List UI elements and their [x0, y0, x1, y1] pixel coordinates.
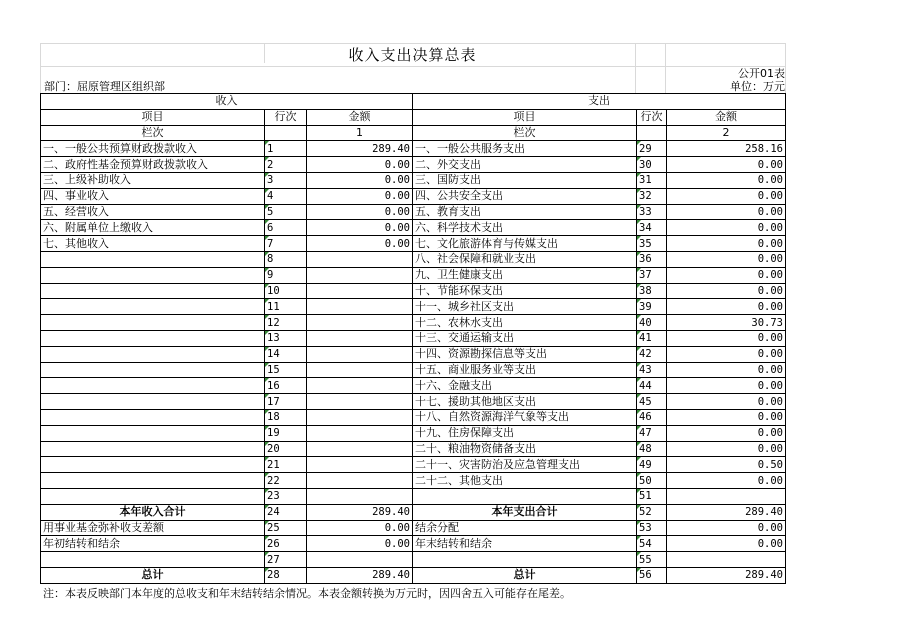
income-item-name: [41, 425, 265, 441]
expense-item-name: 二、外交支出: [413, 157, 637, 173]
income-amount: 289.40: [307, 567, 413, 583]
expense-row-number: 30: [637, 157, 667, 173]
expense-amount: 0.00: [667, 251, 786, 267]
expense-col-number: 2: [667, 125, 786, 141]
income-row-number: 10: [265, 283, 307, 299]
income-row-number: 27: [265, 552, 307, 568]
expense-row-number: 46: [637, 409, 667, 425]
income-amount: [307, 330, 413, 346]
expense-amount: 0.00: [667, 188, 786, 204]
expense-item-name: 九、卫生健康支出: [413, 267, 637, 283]
empty-cell: [265, 125, 307, 141]
expense-amount: 30.73: [667, 315, 786, 331]
expense-item-name: 四、公共安全支出: [413, 188, 637, 204]
expense-row-number: 48: [637, 441, 667, 457]
income-row-number: 13: [265, 330, 307, 346]
income-row-number: 1: [265, 141, 307, 157]
expense-amount: 0.00: [667, 536, 786, 552]
income-item-name: [41, 552, 265, 568]
income-item-name: [41, 409, 265, 425]
income-amount: 0.00: [307, 188, 413, 204]
expense-amount: 258.16: [667, 141, 786, 157]
footnote: 注：本表反映部门本年度的总收支和年末结转结余情况。本表金额转换为万元时，因四舍五入可能存在尾差。: [43, 587, 571, 600]
income-amount: [307, 441, 413, 457]
expense-item-name: 三、国防支出: [413, 172, 637, 188]
income-row-number: 21: [265, 457, 307, 473]
income-amount: [307, 315, 413, 331]
income-item-name: 二、政府性基金预算财政拨款收入: [41, 157, 265, 173]
expense-item-name: 二十、粮油物资储备支出: [413, 441, 637, 457]
income-amount: 0.00: [307, 520, 413, 536]
income-item-header: 项目: [41, 109, 265, 125]
expense-row-number: 41: [637, 330, 667, 346]
income-amount: [307, 488, 413, 504]
table-row: [41, 441, 786, 457]
expense-row-number: 44: [637, 378, 667, 394]
expense-amount: 289.40: [667, 504, 786, 520]
income-item-name: [41, 441, 265, 457]
column-number-row: [41, 125, 786, 141]
expense-amount: 0.50: [667, 457, 786, 473]
income-row-number: 28: [265, 567, 307, 583]
expense-item-name: 六、科学技术支出: [413, 220, 637, 236]
expense-row-number: 52: [637, 504, 667, 520]
income-row-number: 22: [265, 473, 307, 489]
income-amount: [307, 457, 413, 473]
income-row-number: 17: [265, 394, 307, 410]
expense-row-number: 34: [637, 220, 667, 236]
income-row-number: 23: [265, 488, 307, 504]
income-item-name: 本年收入合计: [41, 504, 265, 520]
table-row: [41, 425, 786, 441]
table-row: [41, 473, 786, 489]
income-row-number: 7: [265, 236, 307, 252]
expense-row-number: 37: [637, 267, 667, 283]
expense-amount: [667, 552, 786, 568]
expense-item-name: 七、文化旅游体育与传媒支出: [413, 236, 637, 252]
income-row-number: 12: [265, 315, 307, 331]
expense-row-number: 47: [637, 425, 667, 441]
expense-amount: 0.00: [667, 346, 786, 362]
table-row: [41, 330, 786, 346]
income-row-number: 16: [265, 378, 307, 394]
expense-row-number: 29: [637, 141, 667, 157]
expense-row-number: 45: [637, 394, 667, 410]
income-item-name: [41, 488, 265, 504]
income-amount: 0.00: [307, 172, 413, 188]
expense-item-name: [413, 488, 637, 504]
total-row: [41, 536, 786, 552]
sheet-gridline: [40, 66, 785, 67]
expense-item-header: 项目: [413, 109, 637, 125]
expense-item-name: 十八、自然资源海洋气象等支出: [413, 409, 637, 425]
expense-section-header: 支出: [413, 94, 786, 110]
expense-amount: 0.00: [667, 409, 786, 425]
income-amount: [307, 251, 413, 267]
expense-amount: 0.00: [667, 441, 786, 457]
income-row-no-header: 行次: [265, 109, 307, 125]
table-row: [41, 299, 786, 315]
table-row: [41, 172, 786, 188]
income-item-name: [41, 251, 265, 267]
expense-amount: 0.00: [667, 220, 786, 236]
expense-item-name: 五、教育支出: [413, 204, 637, 220]
table-row: [41, 283, 786, 299]
income-amount: [307, 394, 413, 410]
expense-amount: [667, 488, 786, 504]
income-item-name: [41, 457, 265, 473]
income-item-name: [41, 330, 265, 346]
income-expense-table: [40, 93, 786, 584]
income-row-number: 11: [265, 299, 307, 315]
income-item-name: [41, 362, 265, 378]
income-row-number: 3: [265, 172, 307, 188]
expense-item-name: 一、一般公共服务支出: [413, 141, 637, 157]
income-amount: [307, 409, 413, 425]
income-row-number: 5: [265, 204, 307, 220]
income-amount: 289.40: [307, 504, 413, 520]
income-row-number: 19: [265, 425, 307, 441]
expense-row-number: 38: [637, 283, 667, 299]
expense-amount: 0.00: [667, 236, 786, 252]
income-item-name: [41, 378, 265, 394]
expense-amount: 0.00: [667, 330, 786, 346]
income-row-number: 20: [265, 441, 307, 457]
income-amount: [307, 283, 413, 299]
income-item-name: [41, 267, 265, 283]
column-header-row: [41, 109, 786, 125]
income-row-number: 25: [265, 520, 307, 536]
expense-row-number: 32: [637, 188, 667, 204]
table-row: [41, 188, 786, 204]
table-row: [41, 457, 786, 473]
income-amount: 0.00: [307, 236, 413, 252]
table-row: [41, 157, 786, 173]
expense-amount: 0.00: [667, 425, 786, 441]
table-row: [41, 141, 786, 157]
expense-item-name: 十五、商业服务业等支出: [413, 362, 637, 378]
expense-row-number: 36: [637, 251, 667, 267]
expense-amount: 0.00: [667, 172, 786, 188]
income-row-number: 4: [265, 188, 307, 204]
expense-row-number: 40: [637, 315, 667, 331]
form-code: 公开01表: [738, 67, 785, 80]
income-item-name: 年初结转和结余: [41, 536, 265, 552]
expense-amount: 0.00: [667, 394, 786, 410]
table-row: [41, 378, 786, 394]
income-amount: 0.00: [307, 157, 413, 173]
income-amount: [307, 473, 413, 489]
expense-row-number: 31: [637, 172, 667, 188]
income-amount: [307, 552, 413, 568]
income-item-name: 用事业基金弥补收支差额: [41, 520, 265, 536]
expense-amount: 0.00: [667, 157, 786, 173]
expense-amount: 0.00: [667, 473, 786, 489]
expense-row-no-header: 行次: [637, 109, 667, 125]
expense-item-name: 十三、交通运输支出: [413, 330, 637, 346]
expense-row-number: 54: [637, 536, 667, 552]
income-row-number: 6: [265, 220, 307, 236]
income-row-number: 2: [265, 157, 307, 173]
expense-amount-header: 金额: [667, 109, 786, 125]
income-row-number: 15: [265, 362, 307, 378]
income-amount: [307, 362, 413, 378]
expense-item-name: 十二、农林水支出: [413, 315, 637, 331]
expense-item-name: 十一、城乡社区支出: [413, 299, 637, 315]
income-amount: 289.40: [307, 141, 413, 157]
income-item-name: [41, 346, 265, 362]
table-row: [41, 362, 786, 378]
expense-row-number: 35: [637, 236, 667, 252]
income-item-name: 五、经营收入: [41, 204, 265, 220]
unit-label: 单位：万元: [730, 80, 785, 93]
income-amount: 0.00: [307, 220, 413, 236]
total-row: [41, 504, 786, 520]
table-row: [41, 251, 786, 267]
expense-item-name: 十六、金融支出: [413, 378, 637, 394]
table-row: [41, 409, 786, 425]
income-item-name: 三、上级补助收入: [41, 172, 265, 188]
report-title: 收入支出决算总表: [348, 46, 477, 64]
income-row-number: 24: [265, 504, 307, 520]
expense-item-name: 结余分配: [413, 520, 637, 536]
income-row-number: 8: [265, 251, 307, 267]
income-item-name: [41, 315, 265, 331]
income-row-number: 18: [265, 409, 307, 425]
table-row: [41, 346, 786, 362]
expense-item-name: 八、社会保障和就业支出: [413, 251, 637, 267]
section-header-row: [41, 94, 786, 110]
income-item-name: 七、其他收入: [41, 236, 265, 252]
expense-amount: 289.40: [667, 567, 786, 583]
expense-item-name: 本年支出合计: [413, 504, 637, 520]
income-amount: [307, 425, 413, 441]
income-amount: 0.00: [307, 536, 413, 552]
expense-row-number: 49: [637, 457, 667, 473]
income-item-name: [41, 283, 265, 299]
income-amount: [307, 346, 413, 362]
income-amount: [307, 267, 413, 283]
income-item-name: [41, 394, 265, 410]
expense-row-number: 50: [637, 473, 667, 489]
expense-row-number: 33: [637, 204, 667, 220]
table-row: [41, 267, 786, 283]
income-amount: [307, 378, 413, 394]
expense-item-name: 十七、援助其他地区支出: [413, 394, 637, 410]
income-row-number: 14: [265, 346, 307, 362]
expense-item-name: 十四、资源勘探信息等支出: [413, 346, 637, 362]
income-amount-header: 金额: [307, 109, 413, 125]
expense-row-number: 55: [637, 552, 667, 568]
table-row: [41, 236, 786, 252]
expense-row-number: 56: [637, 567, 667, 583]
expense-col-label: 栏次: [413, 125, 637, 141]
total-row: [41, 520, 786, 536]
expense-row-number: 39: [637, 299, 667, 315]
expense-amount: 0.00: [667, 283, 786, 299]
expense-row-number: 51: [637, 488, 667, 504]
expense-row-number: 43: [637, 362, 667, 378]
table-row: [41, 488, 786, 504]
table-row: [41, 394, 786, 410]
expense-item-name: [413, 552, 637, 568]
expense-item-name: 年末结转和结余: [413, 536, 637, 552]
table-row: [41, 204, 786, 220]
income-section-header: 收入: [41, 94, 413, 110]
income-item-name: 总计: [41, 567, 265, 583]
expense-item-name: 总计: [413, 567, 637, 583]
expense-amount: 0.00: [667, 520, 786, 536]
total-row: [41, 567, 786, 583]
income-col-number: 1: [307, 125, 413, 141]
total-row: [41, 552, 786, 568]
expense-amount: 0.00: [667, 204, 786, 220]
expense-row-number: 53: [637, 520, 667, 536]
expense-row-number: 42: [637, 346, 667, 362]
expense-item-name: 十、节能环保支出: [413, 283, 637, 299]
income-col-label: 栏次: [41, 125, 265, 141]
income-item-name: 六、附属单位上缴收入: [41, 220, 265, 236]
table-row: [41, 220, 786, 236]
table-row: [41, 315, 786, 331]
income-item-name: [41, 473, 265, 489]
expense-amount: 0.00: [667, 267, 786, 283]
empty-cell: [637, 125, 667, 141]
expense-item-name: 二十一、灾害防治及应急管理支出: [413, 457, 637, 473]
expense-item-name: 十九、住房保障支出: [413, 425, 637, 441]
department-label: 部门：屈原管理区组织部: [44, 80, 165, 93]
expense-amount: 0.00: [667, 362, 786, 378]
income-row-number: 9: [265, 267, 307, 283]
expense-item-name: 二十二、其他支出: [413, 473, 637, 489]
expense-amount: 0.00: [667, 378, 786, 394]
income-item-name: 一、一般公共预算财政拨款收入: [41, 141, 265, 157]
income-amount: [307, 299, 413, 315]
income-amount: 0.00: [307, 204, 413, 220]
income-item-name: [41, 299, 265, 315]
expense-amount: 0.00: [667, 299, 786, 315]
income-item-name: 四、事业收入: [41, 188, 265, 204]
income-row-number: 26: [265, 536, 307, 552]
sheet-gridline: [785, 43, 786, 93]
